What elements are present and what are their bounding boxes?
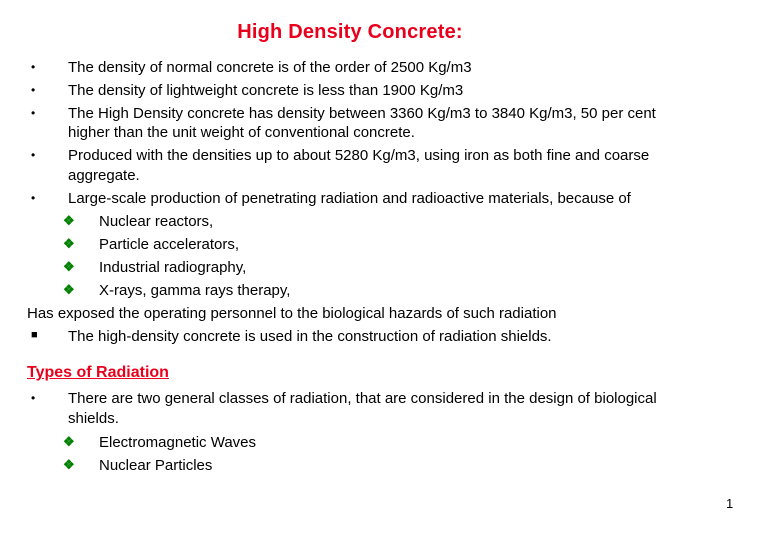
bullet-dot: •: [31, 60, 36, 74]
diamond-bullet-icon: ❖: [63, 213, 75, 228]
bullet-text: The density of lightweight concrete is less than 1900 Kg/m3: [68, 82, 464, 99]
section-heading: Types of Radiation: [27, 364, 169, 381]
bullet-dot: •: [31, 106, 36, 120]
diamond-bullet-icon: ❖: [63, 259, 75, 274]
shield-line: The high-density concrete is used in the construction of radiation shields.: [68, 328, 552, 345]
classes-text: There are two general classes of radiation, that are considered in the design of biological: [68, 390, 657, 407]
bullet-dot: •: [31, 191, 36, 205]
diamond-bullet-icon: ❖: [63, 434, 75, 449]
source-item: X-rays, gamma rays therapy,: [99, 282, 291, 299]
classes-text-continued: shields.: [68, 410, 119, 427]
page-number: 1: [726, 496, 734, 511]
bullet-text-continued: higher than the unit weight of conventional concrete.: [68, 124, 415, 141]
bullet-text: The density of normal concrete is of the order of 2500 Kg/m3: [68, 59, 472, 76]
exposed-line: Has exposed the operating personnel to the biological hazards of such radiation: [27, 305, 557, 322]
bullet-dot: •: [31, 391, 36, 405]
bullet-dot: •: [31, 83, 36, 97]
class-item: Nuclear Particles: [99, 457, 213, 474]
diamond-bullet-icon: ❖: [63, 236, 75, 251]
source-item: Particle accelerators,: [99, 236, 240, 253]
class-item: Electromagnetic Waves: [99, 434, 257, 451]
bullet-text: Large-scale production of penetrating radiation and radioactive materials, because of: [68, 190, 631, 207]
bullet-text: The High Density concrete has density between 3360 Kg/m3 to 3840 Kg/m3, 50 per cent: [68, 105, 656, 122]
source-item: Nuclear reactors,: [99, 213, 214, 230]
bullet-text-continued: aggregate.: [68, 167, 140, 184]
square-bullet-icon: ■: [31, 329, 38, 341]
source-item: Industrial radiography,: [99, 259, 247, 276]
bullet-text: Produced with the densities up to about 5280 Kg/m3, using iron as both fine and coarse: [68, 147, 650, 164]
diamond-bullet-icon: ❖: [63, 457, 75, 472]
diamond-bullet-icon: ❖: [63, 282, 75, 297]
bullet-dot: •: [31, 148, 36, 162]
slide-title: High Density Concrete:: [237, 21, 463, 43]
